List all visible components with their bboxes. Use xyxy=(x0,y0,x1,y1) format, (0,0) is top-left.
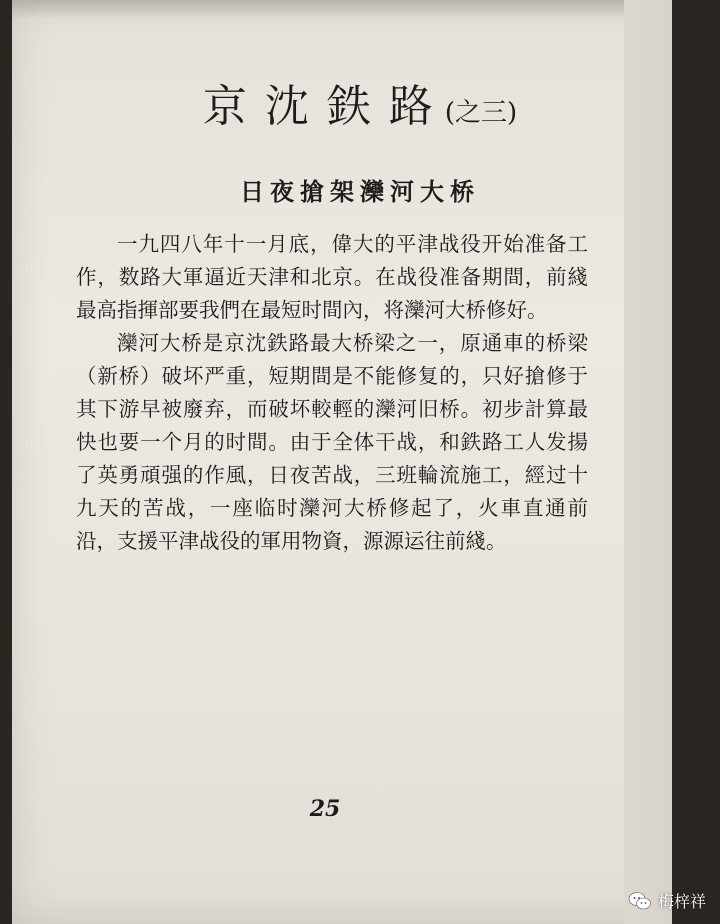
page-top-shadow xyxy=(12,0,672,20)
paragraph-2: 灤河大桥是京沈鉄路最大桥梁之一，原通車的桥梁（新桥）破坏严重，短期間是不能修复的，只好搶修于其下游早被廢弃，而破坏較輕的灤河旧桥。初步計算最快也要一个月的时間。由于全体干战，和鉄路工人发揚了英勇頑强的作風，日夜苦战，三班輪流施工，經过十九天的苦战，一座临时灤河大桥修起了，火車直通前沿，支援平津战役的軍用物資，源源运往前綫。 xyxy=(76,331,588,553)
page-right-edge xyxy=(624,0,672,924)
title-suffix: (之三) xyxy=(444,98,518,128)
watermark-text: 梅梓祥 xyxy=(657,892,706,911)
title-text: 京沈鉄路 xyxy=(202,81,451,132)
body-text xyxy=(76,228,588,558)
page-number: 25 xyxy=(309,796,341,822)
watermark xyxy=(628,889,706,912)
paragraph-1: 一九四八年十一月底，偉大的平津战役开始准备工作，数路大軍逼近天津和北京。在战役准备期間，前綫最高指揮部要我們在最短时間內，将灤河大桥修好。 xyxy=(76,232,588,322)
page-title xyxy=(0,70,720,134)
wechat-icon xyxy=(628,891,652,911)
section-subtitle: 日夜搶架灤河大桥 xyxy=(240,178,480,206)
